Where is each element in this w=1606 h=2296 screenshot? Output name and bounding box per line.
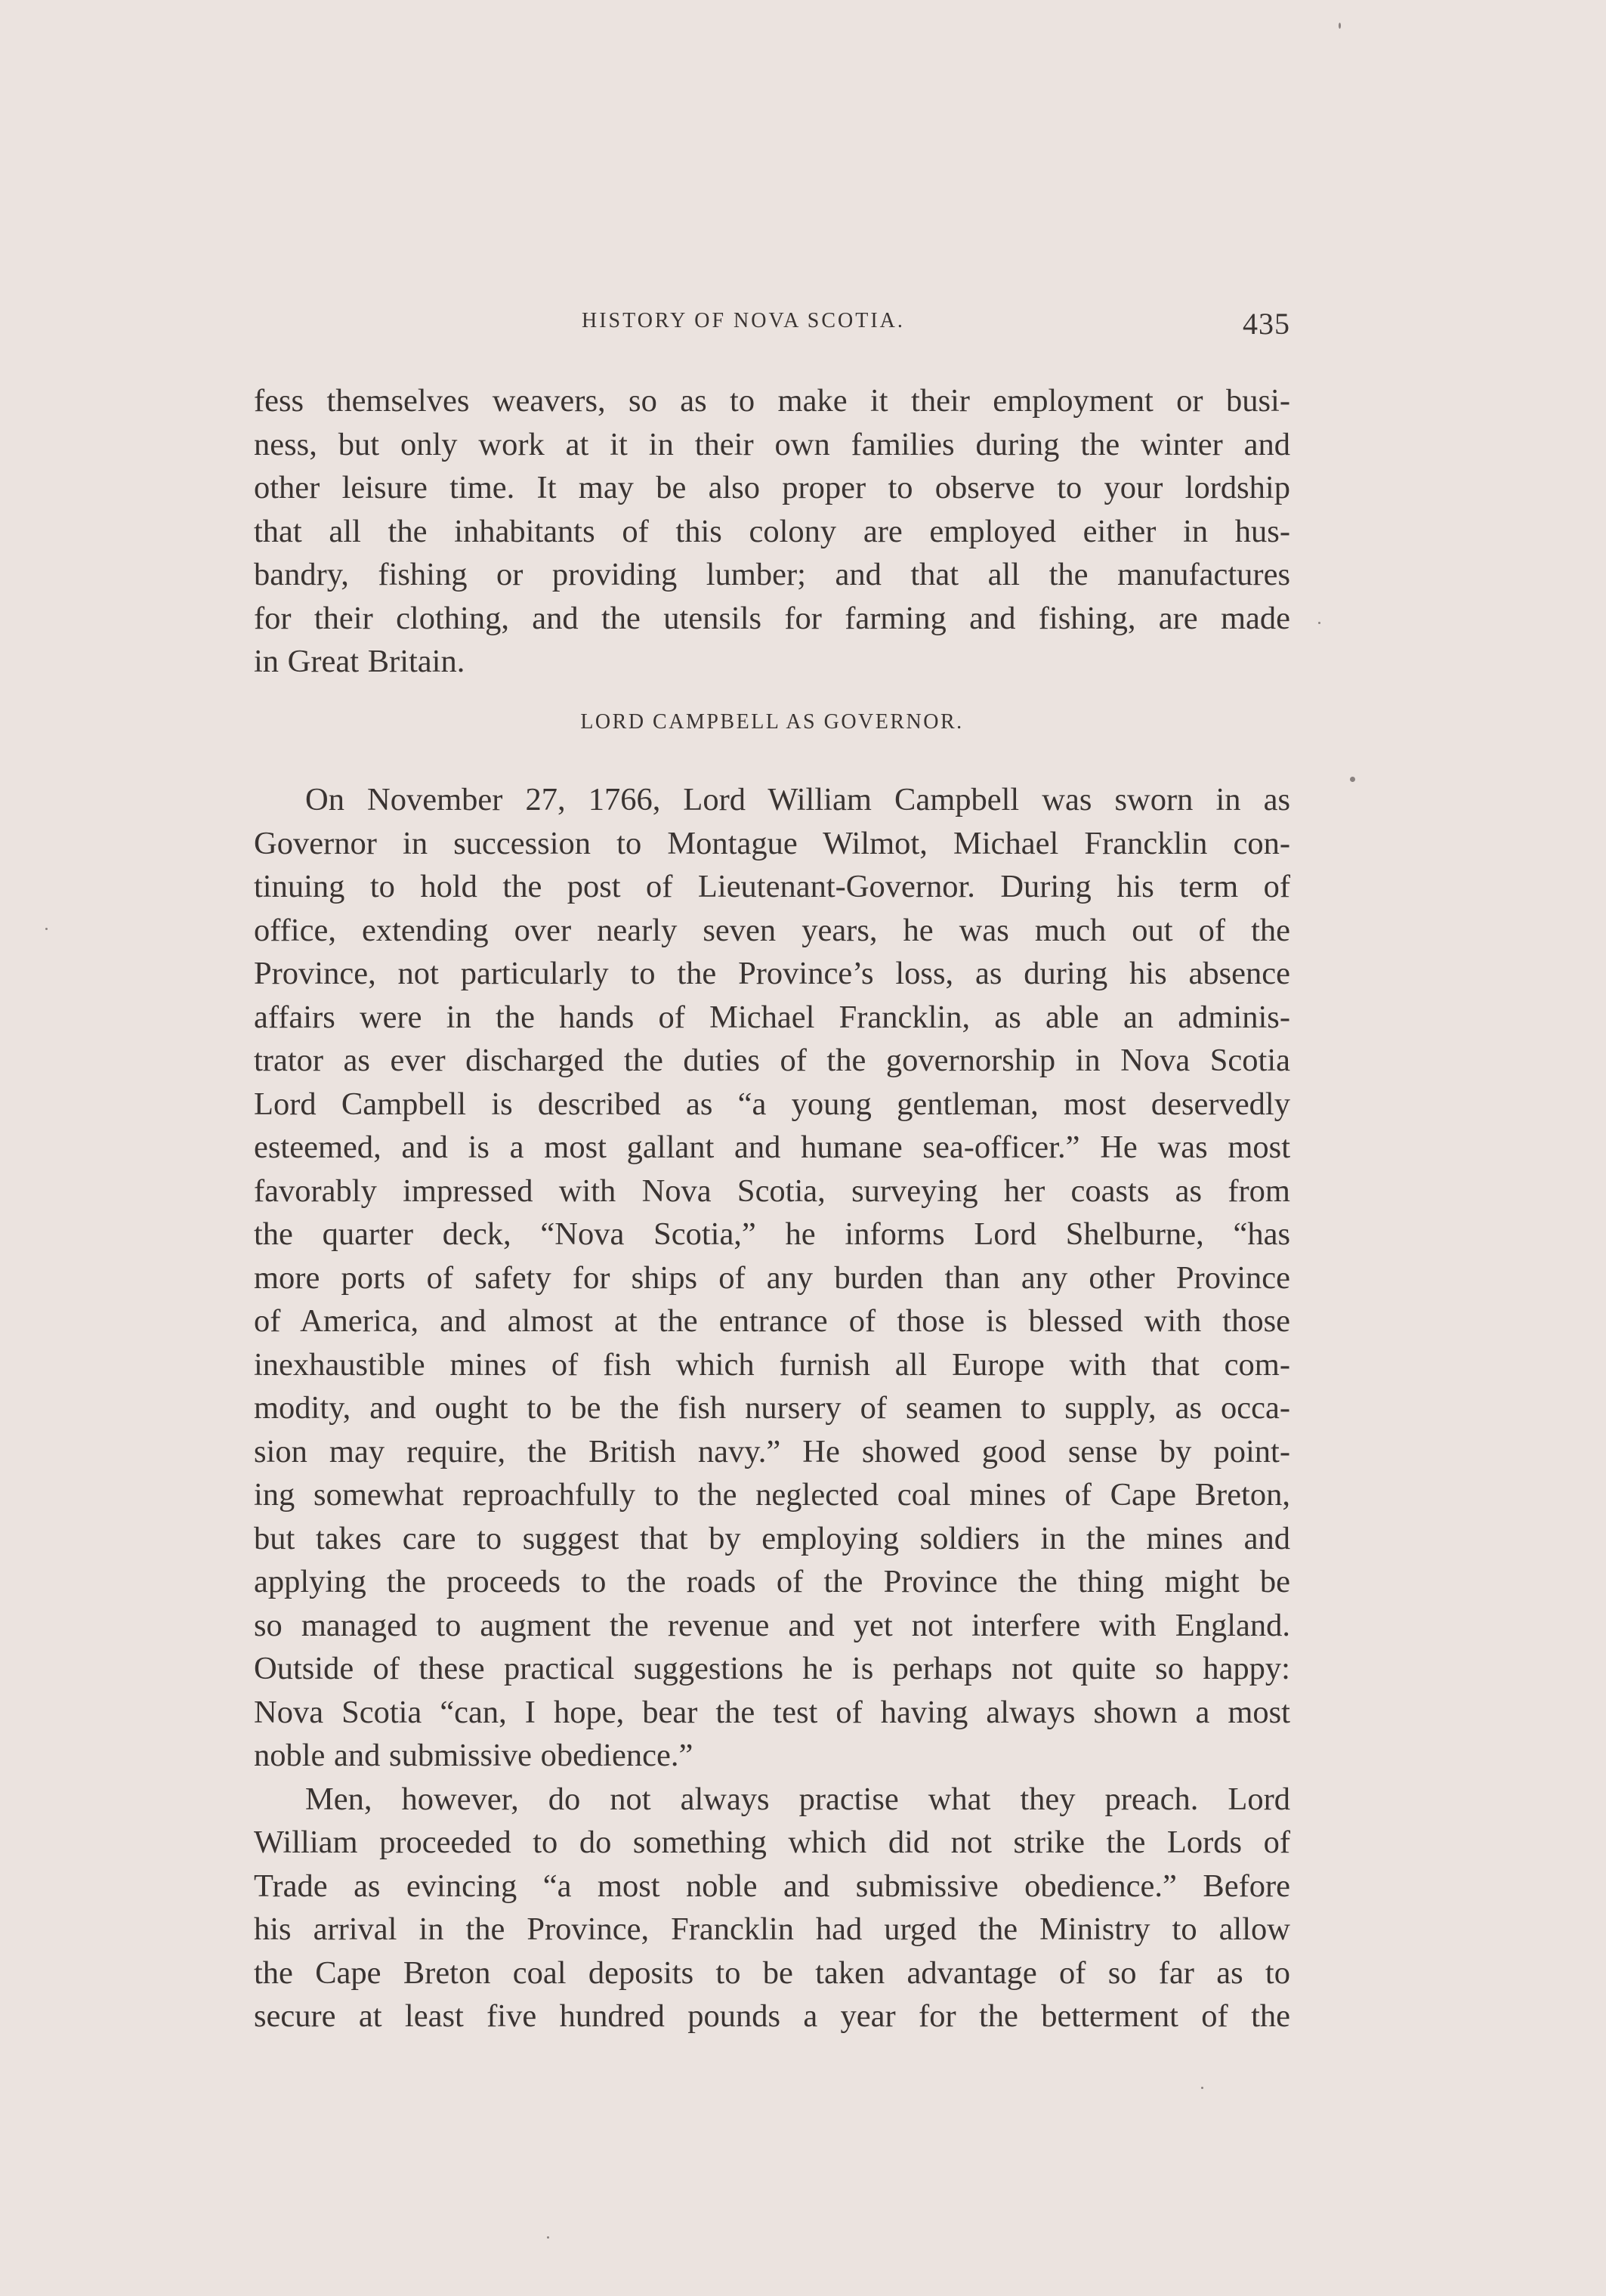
paper-speck xyxy=(1201,2087,1203,2089)
text-line: Men, however, do not always practise what they preach. Lord xyxy=(305,1781,1290,1817)
text-line: ness, but only work at it in their own families during the winter and xyxy=(254,426,1290,462)
paragraph-campbell xyxy=(254,778,1290,2038)
text-line: affairs were in the hands of Michael Francklin, as able an adminis- xyxy=(254,999,1290,1035)
text-line: Trade as evincing “a most noble and submissive obedience.” Before xyxy=(254,1868,1290,1904)
text-line: ing somewhat reproachfully to the neglected coal mines of Cape Breton, xyxy=(254,1477,1290,1513)
text-line: so managed to augment the revenue and yet not interfere with England. xyxy=(254,1607,1290,1643)
text-line: On November 27, 1766, Lord William Campbell was sworn in as xyxy=(305,782,1290,817)
text-line: Outside of these practical suggestions he is perhaps not quite so happy: xyxy=(254,1651,1290,1686)
text-line: of America, and almost at the entrance of those is blessed with those xyxy=(254,1303,1290,1339)
running-title: HISTORY OF NOVA SCOTIA. xyxy=(582,309,905,332)
text-line: esteemed, and is a most gallant and humane sea-officer.” He was most xyxy=(254,1129,1290,1165)
paper-speck xyxy=(45,928,48,930)
text-line: tinuing to hold the post of Lieutenant-Governor. During his term of xyxy=(254,869,1290,904)
text-line: fess themselves weavers, so as to make it their employment or busi- xyxy=(254,383,1290,419)
text-line: inexhaustible mines of fish which furnish all Europe with that com- xyxy=(254,1346,1290,1383)
text-line: his arrival in the Province, Francklin had urged the Ministry to allow xyxy=(254,1911,1290,1947)
text-line: Province, not particularly to the Province’s loss, as during his absence xyxy=(254,956,1290,991)
paragraph-weavers xyxy=(254,379,1290,684)
text-line: office, extending over nearly seven years, he was much out of the xyxy=(254,912,1290,948)
text-line: in Great Britain. xyxy=(254,644,465,679)
paper-speck xyxy=(1318,622,1320,624)
paper-speck xyxy=(1350,777,1355,782)
text-line: secure at least five hundred pounds a year for the betterment of the xyxy=(254,1998,1290,2034)
paper-speck xyxy=(1339,23,1341,29)
text-line: other leisure time. It may be also proper to observe to your lordship xyxy=(254,470,1290,505)
text-line: the Cape Breton coal deposits to be taken advantage of so far as to xyxy=(254,1955,1290,1991)
page-number: 435 xyxy=(1243,307,1290,341)
text-line: noble and submissive obedience.” xyxy=(254,1738,693,1773)
section-heading: LORD CAMPBELL AS GOVERNOR. xyxy=(580,710,964,734)
text-line: that all the inhabitants of this colony are employed either in hus- xyxy=(254,513,1290,549)
running-head xyxy=(254,306,1290,351)
text-line: applying the proceeds to the roads of the Province the thing might be xyxy=(254,1564,1290,1599)
text-line: more ports of safety for ships of any burden than any other Province xyxy=(254,1259,1290,1296)
paper-speck xyxy=(547,2236,549,2239)
text-line: the quarter deck, “Nova Scotia,” he informs Lord Shelburne, “has xyxy=(254,1216,1290,1252)
text-line: sion may require, the British navy.” He showed good sense by point- xyxy=(254,1433,1290,1469)
text-line: for their clothing, and the utensils for farming and fishing, are made xyxy=(254,600,1290,636)
text-line: favorably impressed with Nova Scotia, surveying her coasts as from xyxy=(254,1173,1290,1209)
text-line: but takes care to suggest that by employing soldiers in the mines and xyxy=(254,1520,1290,1556)
text-line: trator as ever discharged the duties of the governorship in Nova Scotia xyxy=(254,1043,1290,1078)
text-line: modity, and ought to be the fish nursery of seamen to supply, as occa- xyxy=(254,1390,1290,1426)
text-line: William proceeded to do something which did not strike the Lords of xyxy=(254,1825,1290,1860)
text-line: Lord Campbell is described as “a young gentleman, most deservedly xyxy=(254,1086,1290,1122)
text-line: bandry, fishing or providing lumber; and that all the manufactures xyxy=(254,557,1290,592)
text-line: Nova Scotia “can, I hope, bear the test of having always shown a most xyxy=(254,1694,1290,1730)
text-line: Governor in succession to Montague Wilmot, Michael Francklin con- xyxy=(254,825,1290,861)
